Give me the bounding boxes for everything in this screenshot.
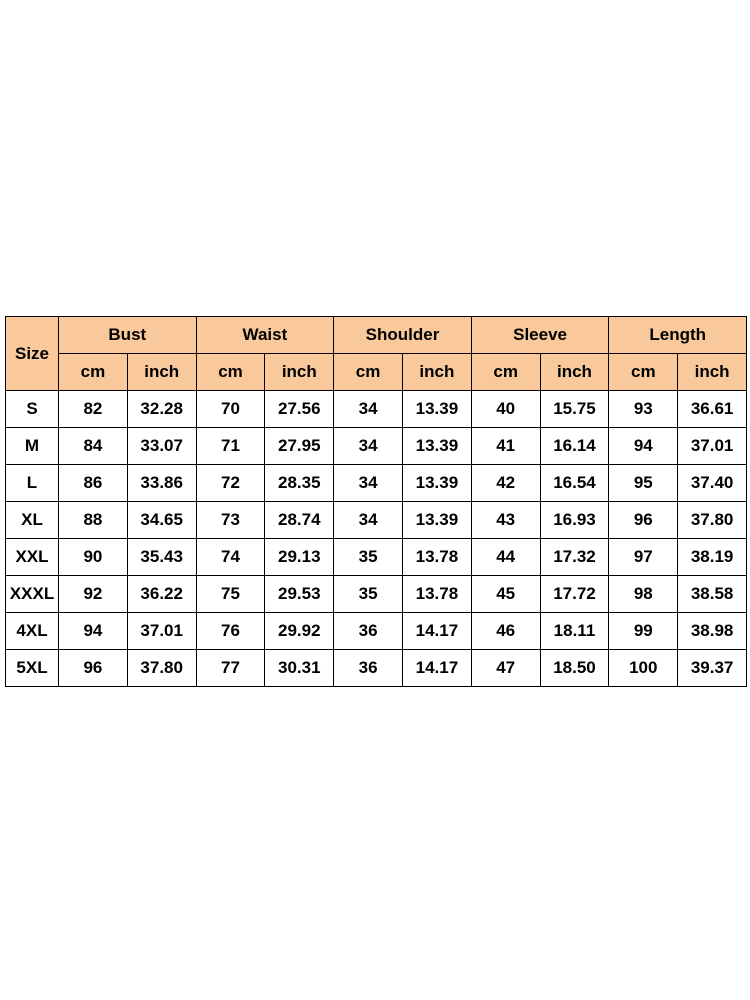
cell-size: S	[6, 391, 59, 428]
cell-size: L	[6, 465, 59, 502]
cell-sleeve-inch: 17.72	[540, 576, 609, 613]
cell-waist-cm: 73	[196, 502, 265, 539]
cell-sleeve-inch: 16.54	[540, 465, 609, 502]
cell-sleeve-cm: 41	[471, 428, 540, 465]
cell-shoulder-cm: 35	[334, 576, 403, 613]
cell-size: XXXL	[6, 576, 59, 613]
cell-waist-cm: 71	[196, 428, 265, 465]
cell-sleeve-cm: 42	[471, 465, 540, 502]
cell-length-inch: 37.80	[678, 502, 747, 539]
header-row-groups	[6, 317, 747, 354]
cell-length-cm: 100	[609, 650, 678, 687]
cell-length-inch: 36.61	[678, 391, 747, 428]
cell-sleeve-inch: 17.32	[540, 539, 609, 576]
cell-bust-cm: 82	[59, 391, 128, 428]
cell-bust-cm: 86	[59, 465, 128, 502]
cell-bust-inch: 34.65	[127, 502, 196, 539]
header-unit-cm: cm	[59, 354, 128, 391]
cell-bust-cm: 84	[59, 428, 128, 465]
cell-sleeve-cm: 45	[471, 576, 540, 613]
cell-sleeve-cm: 40	[471, 391, 540, 428]
cell-length-inch: 39.37	[678, 650, 747, 687]
cell-shoulder-cm: 34	[334, 391, 403, 428]
cell-bust-cm: 90	[59, 539, 128, 576]
cell-bust-inch: 33.86	[127, 465, 196, 502]
cell-waist-inch: 28.74	[265, 502, 334, 539]
cell-sleeve-cm: 43	[471, 502, 540, 539]
cell-waist-inch: 29.13	[265, 539, 334, 576]
cell-length-cm: 93	[609, 391, 678, 428]
cell-length-inch: 37.40	[678, 465, 747, 502]
cell-length-inch: 38.98	[678, 613, 747, 650]
header-length: Length	[609, 317, 747, 354]
cell-bust-inch: 35.43	[127, 539, 196, 576]
header-unit-inch: inch	[402, 354, 471, 391]
cell-sleeve-inch: 18.50	[540, 650, 609, 687]
cell-length-cm: 97	[609, 539, 678, 576]
header-shoulder: Shoulder	[334, 317, 472, 354]
cell-waist-inch: 30.31	[265, 650, 334, 687]
cell-shoulder-inch: 13.39	[402, 391, 471, 428]
header-unit-inch: inch	[127, 354, 196, 391]
cell-shoulder-inch: 13.39	[402, 465, 471, 502]
cell-bust-inch: 33.07	[127, 428, 196, 465]
cell-shoulder-cm: 36	[334, 650, 403, 687]
header-waist: Waist	[196, 317, 334, 354]
cell-shoulder-cm: 34	[334, 465, 403, 502]
cell-waist-cm: 74	[196, 539, 265, 576]
header-unit-cm: cm	[196, 354, 265, 391]
cell-size: 4XL	[6, 613, 59, 650]
cell-shoulder-cm: 35	[334, 539, 403, 576]
cell-size: XXL	[6, 539, 59, 576]
cell-waist-inch: 28.35	[265, 465, 334, 502]
cell-shoulder-cm: 34	[334, 502, 403, 539]
cell-shoulder-cm: 34	[334, 428, 403, 465]
cell-shoulder-inch: 14.17	[402, 650, 471, 687]
header-sleeve: Sleeve	[471, 317, 609, 354]
table-row	[6, 613, 747, 650]
cell-sleeve-cm: 44	[471, 539, 540, 576]
cell-sleeve-inch: 16.93	[540, 502, 609, 539]
cell-bust-inch: 32.28	[127, 391, 196, 428]
cell-waist-cm: 70	[196, 391, 265, 428]
header-bust: Bust	[59, 317, 197, 354]
cell-sleeve-inch: 16.14	[540, 428, 609, 465]
header-size: Size	[6, 317, 59, 391]
cell-length-inch: 38.58	[678, 576, 747, 613]
cell-shoulder-inch: 13.78	[402, 539, 471, 576]
cell-waist-cm: 77	[196, 650, 265, 687]
cell-length-cm: 96	[609, 502, 678, 539]
cell-waist-inch: 27.56	[265, 391, 334, 428]
cell-length-inch: 37.01	[678, 428, 747, 465]
table-row	[6, 650, 747, 687]
cell-sleeve-cm: 46	[471, 613, 540, 650]
cell-bust-cm: 92	[59, 576, 128, 613]
cell-bust-cm: 96	[59, 650, 128, 687]
header-unit-cm: cm	[471, 354, 540, 391]
header-unit-inch: inch	[678, 354, 747, 391]
size-chart-header	[6, 317, 747, 391]
cell-bust-inch: 37.80	[127, 650, 196, 687]
cell-waist-cm: 76	[196, 613, 265, 650]
header-unit-inch: inch	[540, 354, 609, 391]
cell-bust-inch: 37.01	[127, 613, 196, 650]
table-row	[6, 391, 747, 428]
table-row	[6, 465, 747, 502]
cell-size: M	[6, 428, 59, 465]
cell-waist-cm: 72	[196, 465, 265, 502]
cell-length-inch: 38.19	[678, 539, 747, 576]
header-row-units	[6, 354, 747, 391]
header-unit-cm: cm	[609, 354, 678, 391]
cell-length-cm: 99	[609, 613, 678, 650]
table-row	[6, 428, 747, 465]
cell-bust-cm: 94	[59, 613, 128, 650]
cell-size: 5XL	[6, 650, 59, 687]
cell-bust-inch: 36.22	[127, 576, 196, 613]
cell-shoulder-inch: 13.78	[402, 576, 471, 613]
table-row	[6, 539, 747, 576]
cell-waist-inch: 29.92	[265, 613, 334, 650]
cell-shoulder-inch: 13.39	[402, 502, 471, 539]
cell-size: XL	[6, 502, 59, 539]
header-unit-inch: inch	[265, 354, 334, 391]
size-chart-table	[5, 316, 747, 687]
cell-sleeve-inch: 15.75	[540, 391, 609, 428]
cell-waist-inch: 27.95	[265, 428, 334, 465]
cell-shoulder-cm: 36	[334, 613, 403, 650]
cell-length-cm: 98	[609, 576, 678, 613]
cell-length-cm: 94	[609, 428, 678, 465]
size-chart-body	[6, 391, 747, 687]
cell-waist-cm: 75	[196, 576, 265, 613]
cell-waist-inch: 29.53	[265, 576, 334, 613]
cell-shoulder-inch: 14.17	[402, 613, 471, 650]
cell-sleeve-inch: 18.11	[540, 613, 609, 650]
cell-sleeve-cm: 47	[471, 650, 540, 687]
table-row	[6, 576, 747, 613]
cell-length-cm: 95	[609, 465, 678, 502]
header-unit-cm: cm	[334, 354, 403, 391]
cell-bust-cm: 88	[59, 502, 128, 539]
table-row	[6, 502, 747, 539]
cell-shoulder-inch: 13.39	[402, 428, 471, 465]
